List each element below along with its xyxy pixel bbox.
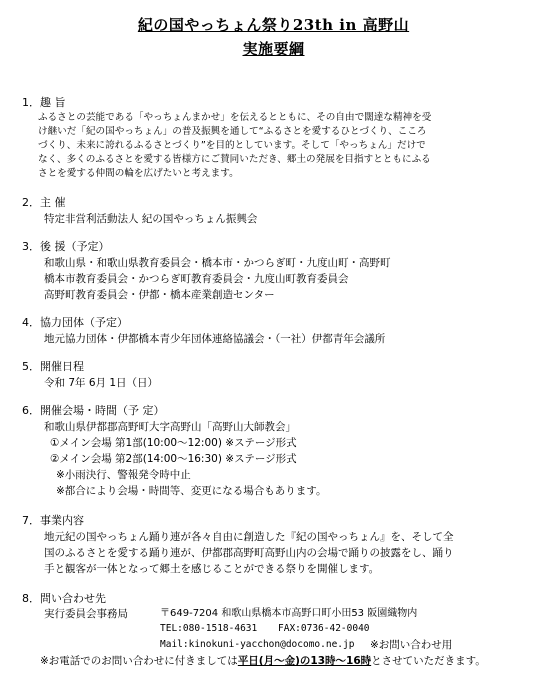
venue-address: 和歌山県伊都郡高野町大字高野山「高野山大師教会」 — [44, 421, 296, 433]
venue-note: ※都合により会場・時間等、変更になる場合もあります。 — [56, 485, 327, 497]
purpose-line: け継いだ「紀の国やっちょん」の普及振興を通して“ふるさとを愛するひとづくり、こころ — [38, 126, 427, 137]
purpose-line: さとを愛する仲間の輪を広げたいと考えます。 — [38, 168, 239, 179]
event-date: 令和 7年 6月 1日（日） — [44, 377, 159, 389]
phone-hours-note — [40, 654, 486, 668]
venue-note: ※小雨決行、警報発令時中止 — [56, 469, 191, 481]
contact-office: 実行委員会事務局 — [44, 608, 128, 620]
content-line: 国のふるさとを愛する踊り連が、伊都郡高野町高野山内の会場で踊りの披露をし、踊り — [44, 547, 454, 559]
content-line: 地元紀の国やっちょん踊り連が各々自由に創造した『紀の国やっちょん』を、そして全 — [44, 531, 454, 543]
section-heading-cooperation: 4．協力団体（予定） — [22, 316, 128, 329]
sponsor-line: 和歌山県・和歌山県教育委員会・橋本市・かつらぎ町・九度山町・高野町 — [44, 257, 391, 269]
contact-email-link[interactable]: Mail:kinokuni-yacchon@docomo.ne.jp — [160, 639, 355, 650]
phone-hours-suffix: とさせていただきます。 — [371, 655, 486, 667]
document-title: 紀の国やっちょん祭り23th in 高野山 — [137, 16, 410, 34]
content-line: 手と観客が一体となって郷土を感じることができる祭りを開催します。 — [44, 563, 380, 575]
cooperation-line: 地元協力団体・伊都橋本青少年団体連絡協議会・（一社）伊都青年会議所 — [44, 333, 386, 345]
sponsor-line: 高野町教育委員会・伊都・橋本産業創造センター — [44, 289, 275, 301]
purpose-line: づくり、未来に誇れるふるさとづくり”を目的としています。そして「やっちょん」だけで — [38, 140, 426, 151]
organizer-name: 特定非営利活動法人 紀の国やっちょん振興会 — [44, 213, 258, 225]
section-heading-contact: 8．問い合わせ先 — [22, 592, 106, 605]
contact-address: 〒649-7204 和歌山県橋本市高野口町小田53 阪園織物内 — [160, 608, 418, 619]
section-heading-venue: 6．開催会場・時間（予 定） — [22, 404, 165, 417]
contact-phone: TEL:080-1518-4631 — [160, 623, 258, 634]
section-heading-purpose: 1．趣 旨 — [22, 96, 66, 109]
sponsor-line: 橋本市教育委員会・かつらぎ町教育委員会・九度山町教育委員会 — [44, 273, 349, 285]
purpose-line: なく、多くのふるさとを愛する皆様方にご賛同いただき、郷土の発展を目指すとともにふる — [38, 154, 431, 165]
section-heading-date: 5．開催日程 — [22, 360, 84, 373]
purpose-line: ふるさとの芸能である「やっちょんまかせ」を伝えるとともに、その自由で闊達な精神を受 — [38, 112, 432, 123]
phone-hours-emphasis: 平日(月～金)の13時～16時 — [237, 655, 372, 667]
phone-hours-prefix: ※お電話でのお問い合わせに付きましては — [40, 655, 238, 667]
contact-email-note: ※お問い合わせ用 — [370, 639, 453, 651]
section-heading-content: 7．事業内容 — [22, 514, 84, 527]
section-heading-organizer: 2．主 催 — [22, 196, 66, 209]
venue-item: ②メイン会場 第2部(14:00～16:30) ※ステージ形式 — [50, 453, 297, 465]
section-heading-sponsors: 3．後 援（予定） — [22, 240, 110, 253]
venue-item: ①メイン会場 第1部(10:00～12:00) ※ステージ形式 — [50, 437, 297, 449]
contact-fax: FAX:0736-42-0040 — [278, 623, 370, 634]
document-subtitle: 実施要綱 — [242, 40, 305, 58]
